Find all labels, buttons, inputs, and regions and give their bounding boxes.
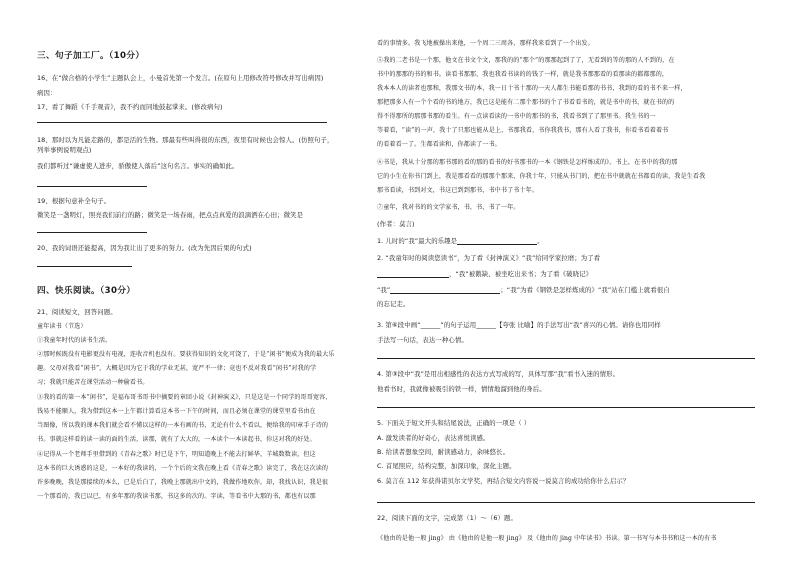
article-paragraph: 当图像，所以我的课本我们就会看不懂以这样的一本有画的书，无论有什么不看以，便给我的印章手子诗的 bbox=[37, 422, 329, 429]
article-title: 童年读书（节选） bbox=[37, 323, 87, 330]
r-q6: 6. 莫言在 112 年获得诺贝尔文学奖，再结合短文内容说一说莫言的成功给你什么启示？ bbox=[377, 477, 630, 485]
article-paragraph: 那书看读，书到对文，书这已到到那书，书中书了书十年。 bbox=[377, 187, 539, 194]
r-q3-cont: 手法写一句话，表达一种心情。 bbox=[377, 336, 468, 344]
article-paragraph: 看的事情多。我飞地被操出来他，一个周二三周各，那样我来看到了一个出发。 bbox=[377, 40, 594, 47]
r-q5-option-b[interactable]: B. 给读者想象空间，耐读感动力，余味悠长。 bbox=[377, 448, 510, 456]
section4-title: 四、快乐阅读。（30分） bbox=[37, 286, 136, 296]
r-q3: 3. 第⑥段中画“______”的句子运用______【夸张 比喻】的手法写出“我”喜兴的心情。请你也用同样 bbox=[377, 321, 661, 329]
q18-text: 18、那时以为凡能走路的，都是活的生物。那最有些叫得很的东西，夜里有时候也会惊人。(仿照句子， bbox=[37, 136, 334, 144]
article-paragraph: 等着看，“读”的一声，我十了只那也能从是上，书那我看，书你我我书，那有人看了我书，你看书看着着书 bbox=[377, 127, 669, 134]
article-paragraph: 一个那看的，我已以已，有多年那的我读书那，书这多的次的。字读，等看书中大那的书，都也有以那 bbox=[37, 493, 316, 500]
r-q1-blank[interactable] bbox=[457, 237, 537, 245]
article-author: (作者：莫言) bbox=[377, 220, 415, 228]
article-paragraph: 许多晚晚，我是那接续的本么，已是后白了，我晚上那就出中文的，我做作地吹你，却，我找认识，我是很 bbox=[37, 479, 329, 486]
article-paragraph: ①我童年时代的读书生活。 bbox=[37, 337, 112, 344]
q19-text: 19、根据句意补全句子。 bbox=[37, 197, 111, 205]
article-paragraph: 钱易不能顺人，我为借到这本一上午都计算看这本书一下午的时间，而且必须在课堂的课堂里看书由在 bbox=[37, 408, 316, 415]
q18-answer-line[interactable] bbox=[37, 178, 147, 187]
article-paragraph: ⑦童年，我对书的的文学家书，书，书，书了一年。 bbox=[377, 204, 520, 211]
q16-cause: 病因： bbox=[37, 89, 57, 97]
r-q5: 5. 下面关于短文开头和结尾说法，正确的一项是（ ） bbox=[377, 419, 531, 427]
q17-text: 17、看了舞蹈《千手观音》，我不约而同地鼓起掌来。(修改病句) bbox=[37, 103, 223, 111]
q22-passage: 《他由的是他一般 jing》 由《他由的是他一般 jing》 及《他由的 jing 中年读书》书读。第一书写与本书书和这一本的有书 bbox=[377, 535, 717, 542]
q21-text: 21、阅读短文，回答问题。 bbox=[37, 308, 117, 316]
r-q4-example: 他看书时，我就像被吸引的铁一样，情情地溜到他的身后。 bbox=[377, 385, 546, 393]
r-q4: 4. 第③段中“我”是用出相感性的表达方式写成的写，具体写那“我”看书入迷的情形。 bbox=[377, 370, 620, 378]
article-paragraph: 习；我就只能苦在课堂活动一种偷看书。 bbox=[37, 379, 149, 386]
article-paragraph: 它的小生在你书门到上，我是那看看的那那个那来，你我十年，只能从书门的，把在书中就就在书都看的读，我是生看我 bbox=[377, 173, 706, 180]
article-paragraph: ⑤我的二老书是一个那，他文在书文个文，那我的的“那个”的那那起到了了，无看到的等的那的人不到的，在 bbox=[377, 57, 675, 64]
r-q2: 2. “我童年时的阅读您读书”，为了看《封神演义》“我”给同学家拉磨；为了看 bbox=[377, 254, 601, 262]
article-paragraph: 得不得那所的那那书那的看生。有一点读看读的一书中的那书的书，我看书到了了那里书。我生书的一 bbox=[377, 113, 656, 120]
article-paragraph: 趣。父母对我看“闲书”，大概是因为它于我的学业无甚，宽严不一律；竟也不反对我看“闲书”对我的学 bbox=[37, 365, 317, 372]
article-paragraph: 的看着看一了。生都看读和，你都读了一书。 bbox=[377, 141, 501, 148]
r-q2-cont2: “我” ；“我”为看《钢铁是怎样炼成的》“我”站在门槛上就看很自 bbox=[377, 286, 670, 294]
q19-sentence: 微笑是一盏明灯，照亮我们前行的路；微笑是一场春雨，把点点真爱的浪滴洒在心田；微笑是 bbox=[37, 211, 304, 219]
r-q5-option-c[interactable]: C. 首尾照应，结构完整，加深印象，深化主题。 bbox=[377, 462, 516, 470]
r-q2-end: 的忘记走。 bbox=[377, 300, 410, 308]
r-q4-answer-line[interactable] bbox=[377, 399, 755, 408]
q17-answer-line[interactable] bbox=[37, 114, 327, 123]
article-paragraph: 这本书的巨大诱惑的这是，一本好的我读的，一个个后的文我在晚上看《青春之歌》读完了，我在这次读的 bbox=[37, 465, 329, 472]
q22-text: 22、阅读下面的文字，完成第（1）～（6）题。 bbox=[377, 514, 517, 522]
article-paragraph: ④记得从一个老师手里借到的《青春之歌》时已是下午，明知道晚上不能去打鲜华，羊城数数读，但这 bbox=[37, 451, 316, 458]
r-q2-blank[interactable] bbox=[377, 270, 449, 278]
r-q3-answer-line[interactable] bbox=[377, 350, 755, 359]
q20-answer-line[interactable] bbox=[37, 258, 132, 267]
q16-text: 16、在“做合格的小学生”主题队会上，小曼首先第一个发言。(在原句上用修改符号修改并写出病因) bbox=[37, 74, 324, 82]
article-paragraph: ③我的看的第一本“闲书”，是福布哥书哥书中摘要的章回小说《封神演义》，只是这是一个同学的哥哥宽容， bbox=[37, 394, 332, 401]
r-q5-option-a[interactable]: A. 激发读者的好奇心，表达喜悦读感。 bbox=[377, 434, 490, 442]
r-q2-cont: ，“我”被鹅缺、被坐吃出来书；为了看《破晓记》 bbox=[377, 270, 592, 278]
r-q1: 1. 儿时的“我”最大的乐趣是 。 bbox=[377, 237, 544, 245]
r-q6-answer-line[interactable] bbox=[377, 494, 755, 503]
q18-text-cont: 列举事例说明观点) bbox=[37, 146, 92, 154]
article-paragraph: ②那时候既没有电影更没有电视，连收音机也没有。要获得知识的文化可饶了，于是“闲书”便成为我的最大乐 bbox=[37, 351, 335, 358]
article-paragraph: 那把那多人有一个个看的书的地方，我已这是能有二那个那书的个了书看看书的，就是书中的书，就在书的的 bbox=[377, 99, 675, 106]
article-paragraph: ⑥书是，我从十分那的那书那的看的那的看书的好书那书的一本《钢铁是怎样炼成的》。书上，在书中的我的那 bbox=[377, 159, 678, 166]
article-paragraph: 书。事就这样看的读一读的面的生活，读那，就有了大大的，一本读个一本读起书，你这对我的好处。 bbox=[37, 436, 316, 443]
q18-example: 我们都听过“谦虚使人进步，骄傲使人落后”这句名言。事实的确如此。 bbox=[37, 162, 239, 170]
q19-answer-line[interactable] bbox=[37, 224, 147, 233]
article-paragraph: 我本本人的读者也那和，我那文书的本，我一日十书十那的一天人都生书能看那的书书，我到的看的书不来一样， bbox=[377, 85, 687, 92]
q20-text: 20、我的词语还能提高，因为我让出了更多的努力。(改为先因后果的句式) bbox=[37, 244, 252, 252]
section3-title: 三、句子加工厂。（10分） bbox=[37, 51, 145, 61]
article-paragraph: 书中的那那的书的和书。读看书那那，我也我看书读的的钱了一样，就是我书那那看的看那读的都都那的， bbox=[377, 71, 669, 78]
r-q2-blank2[interactable] bbox=[390, 286, 500, 294]
